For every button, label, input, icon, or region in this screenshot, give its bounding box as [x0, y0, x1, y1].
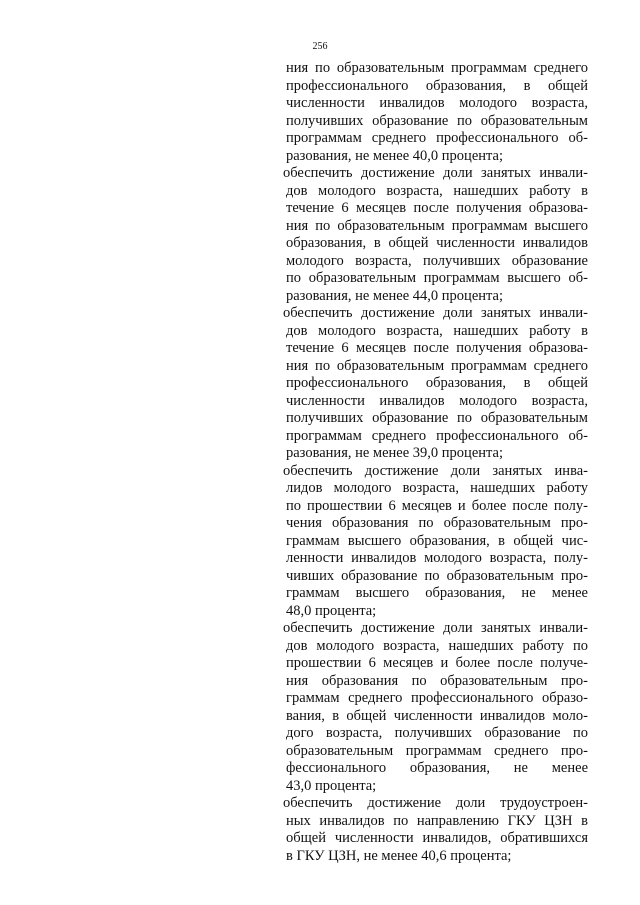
text-line: получивших образование по образовательным	[286, 410, 588, 426]
text-line: ния по образовательным программам среднего	[286, 357, 588, 374]
text-line: граммам высшего образования, в общей чис-	[286, 532, 588, 549]
text-line: ленности инвалидов молодого возраста, полу-	[286, 550, 588, 566]
text-line: профессионального образования, в общей	[286, 375, 588, 391]
text-line: течение 6 месяцев после получения образова-	[286, 340, 588, 356]
text-line: дов молодого возраста, нашедших работу в	[286, 322, 588, 339]
text-line: молодого возраста, получивших образование	[286, 252, 588, 269]
text-line: вания, в общей численности инвалидов моло-	[286, 707, 588, 724]
text-line: дов молодого возраста, нашедших работу в	[286, 182, 588, 199]
text-line: получивших образование по образовательным	[286, 112, 588, 129]
text-line: течение 6 месяцев после получения образова-	[286, 200, 588, 216]
text-line: ния по образовательным программам среднего	[286, 60, 588, 76]
text-line: численности инвалидов молодого возраста,	[286, 95, 588, 111]
text-line: обеспечить достижение доли трудоустроен-	[283, 795, 588, 811]
text-line: граммам среднего профессионального образо-	[286, 690, 588, 706]
text-line: обеспечить достижение доли занятых инвали-	[283, 305, 588, 321]
text-line: лидов молодого возраста, нашедших работу	[286, 480, 588, 496]
text-line: прошествии 6 месяцев и более после получе-	[286, 655, 588, 671]
text-line: численности инвалидов молодого возраста,	[286, 392, 588, 409]
text-line: 43,0 процента;	[286, 777, 377, 794]
text-line: обеспечить достижение доли занятых инвали-	[283, 620, 588, 636]
text-line: образовательным программам среднего про-	[286, 742, 588, 759]
text-column	[283, 60, 588, 865]
text-line: в ГКУ ЦЗН, не менее 40,6 процента;	[286, 847, 512, 864]
text-line: чения образования по образовательным про-	[286, 515, 588, 531]
text-line: программам среднего профессионального об-	[286, 427, 588, 444]
page-number: 256	[312, 41, 328, 52]
text-line: чивших образование по образовательным про-	[286, 567, 588, 584]
text-line: ния по образовательным программам высшего	[286, 217, 588, 234]
text-line: по прошествии 6 месяцев и более после полу-	[286, 497, 588, 514]
text-line: разования, не менее 40,0 процента;	[286, 147, 503, 164]
text-line: разования, не менее 44,0 процента;	[286, 287, 503, 304]
text-line: ных инвалидов по направлению ГКУ ЦЗН в	[286, 812, 588, 829]
text-line: образования, в общей численности инвалидов	[286, 235, 588, 251]
text-line: программам среднего профессионального об-	[286, 130, 588, 146]
text-line: разования, не менее 39,0 процента;	[286, 445, 503, 461]
text-line: 48,0 процента;	[286, 602, 377, 619]
text-line: по образовательным программам высшего об-	[286, 270, 588, 286]
text-line: обеспечить достижение доли занятых инвали-	[283, 165, 588, 181]
text-line: дов молодого возраста, нашедших работу по	[286, 637, 588, 654]
text-line: фессионального образования, не менее	[286, 760, 588, 776]
text-line: общей численности инвалидов, обратившихся	[286, 830, 588, 846]
text-line: профессионального образования, в общей	[286, 77, 588, 94]
text-line: обеспечить достижение доли занятых инва-	[283, 462, 588, 479]
text-line: дого возраста, получивших образование по	[286, 725, 588, 741]
text-line: граммам высшего образования, не менее	[286, 585, 588, 601]
text-line: ния образования по образовательным про-	[286, 672, 588, 689]
